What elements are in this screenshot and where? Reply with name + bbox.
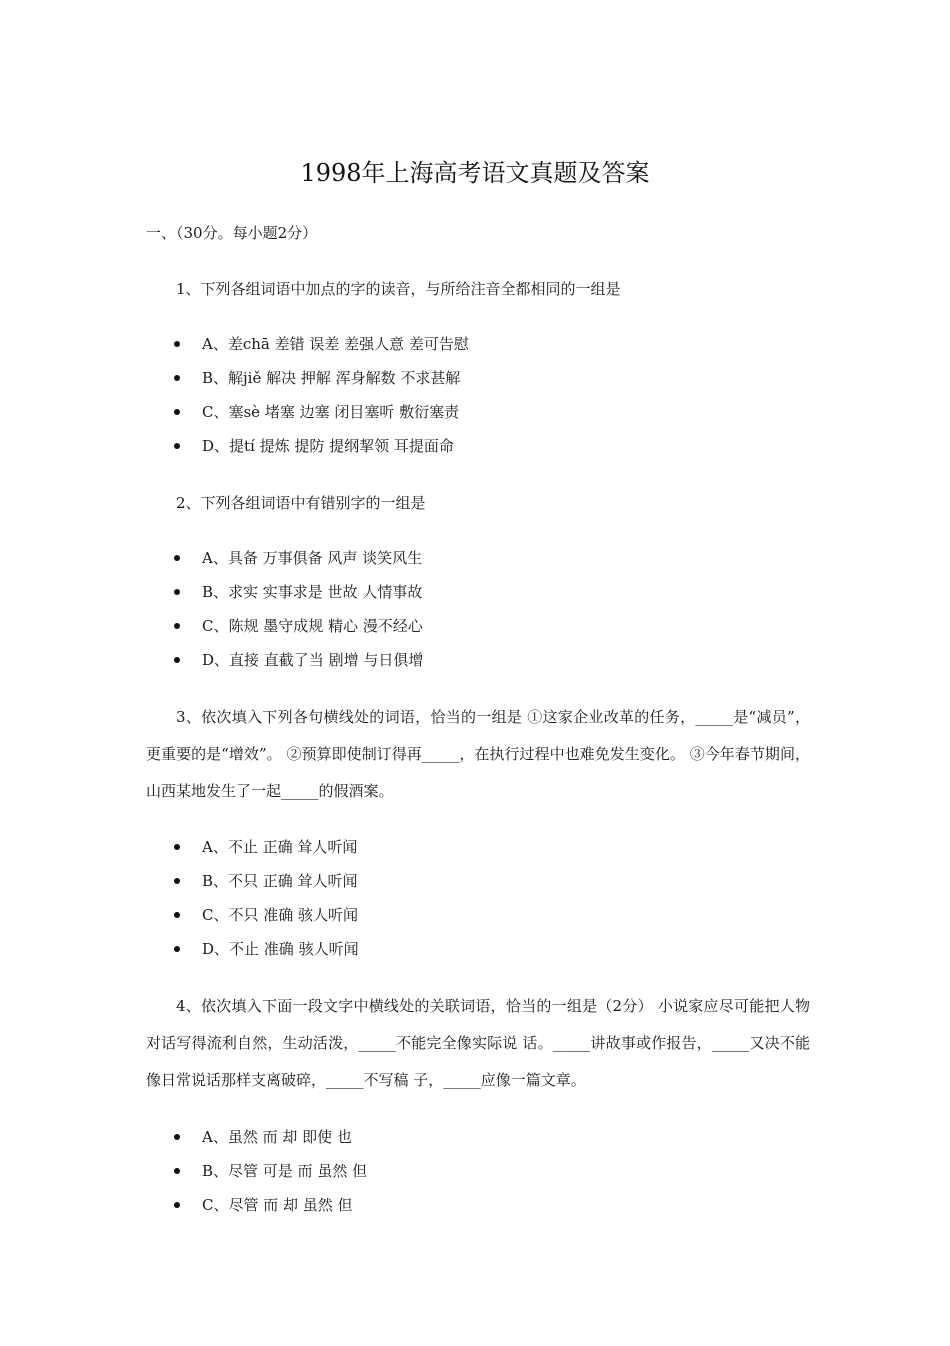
question-3-option-d: D、不止 准确 骇人听闻	[170, 932, 359, 966]
question-1-stem: 1、下列各组词语中加点的字的读音，与所给注音全都相同的一组是	[176, 280, 621, 298]
question-2-option-c: C、陈规 墨守成规 精心 漫不经心	[170, 609, 423, 643]
question-1-option-d: D、提tí 提炼 提防 提纲挈领 耳提面命	[170, 429, 469, 463]
question-2-option-b: B、求实 实事求是 世故 人情事故	[170, 575, 423, 609]
question-2-option-a: A、具备 万事俱备 风声 谈笑风生	[170, 541, 423, 575]
question-1-options	[170, 327, 469, 463]
question-3-option-c: C、不只 准确 骇人听闻	[170, 898, 359, 932]
question-4-stem: 4、依次填入下面一段文字中横线处的关联词语，恰当的一组是（2分） 小说家应尽可能把人物对话写得流利自然，生动活泼，_____不能完全像实际说 话。_____讲故事或作报告，_____又决不能像日常说话那样支离破碎，_____不写稿 子，_____应像一篇文章。	[146, 997, 810, 1089]
question-4-option-b: B、尽管 可是 而 虽然 但	[170, 1154, 367, 1188]
question-3-options	[170, 830, 359, 966]
question-2-stem: 2、下列各组词语中有错别字的一组是	[176, 494, 426, 512]
question-3-option-a: A、不止 正确 耸人听闻	[170, 830, 359, 864]
question-4-option-a: A、虽然 而 却 即使 也	[170, 1120, 367, 1154]
question-4-option-c: C、尽管 而 却 虽然 但	[170, 1188, 367, 1222]
question-1-option-c: C、塞sè 堵塞 边塞 闭目塞听 敷衍塞责	[170, 395, 469, 429]
question-4-options	[170, 1120, 367, 1222]
question-1-option-b: B、解jiě 解决 押解 浑身解数 不求甚解	[170, 361, 469, 395]
section-heading: 一、（30分。每小题2分）	[146, 224, 318, 242]
document-title: 1998年上海高考语文真题及答案	[300, 159, 650, 187]
question-3-option-b: B、不只 正确 耸人听闻	[170, 864, 359, 898]
question-1-option-a: A、差chā 差错 误差 差强人意 差可告慰	[170, 327, 469, 361]
question-2-option-d: D、直接 直截了当 剧增 与日俱增	[170, 643, 423, 677]
question-3-stem: 3、依次填入下列各句横线处的词语，恰当的一组是 ①这家企业改革的任务，_____是“减员”，更重要的是“增效”。 ②预算即使制订得再_____，在执行过程中也难免发生变化。 ③今年春节期间，山西某地发生了一起_____的假酒案。	[146, 708, 810, 800]
question-2-options	[170, 541, 423, 677]
